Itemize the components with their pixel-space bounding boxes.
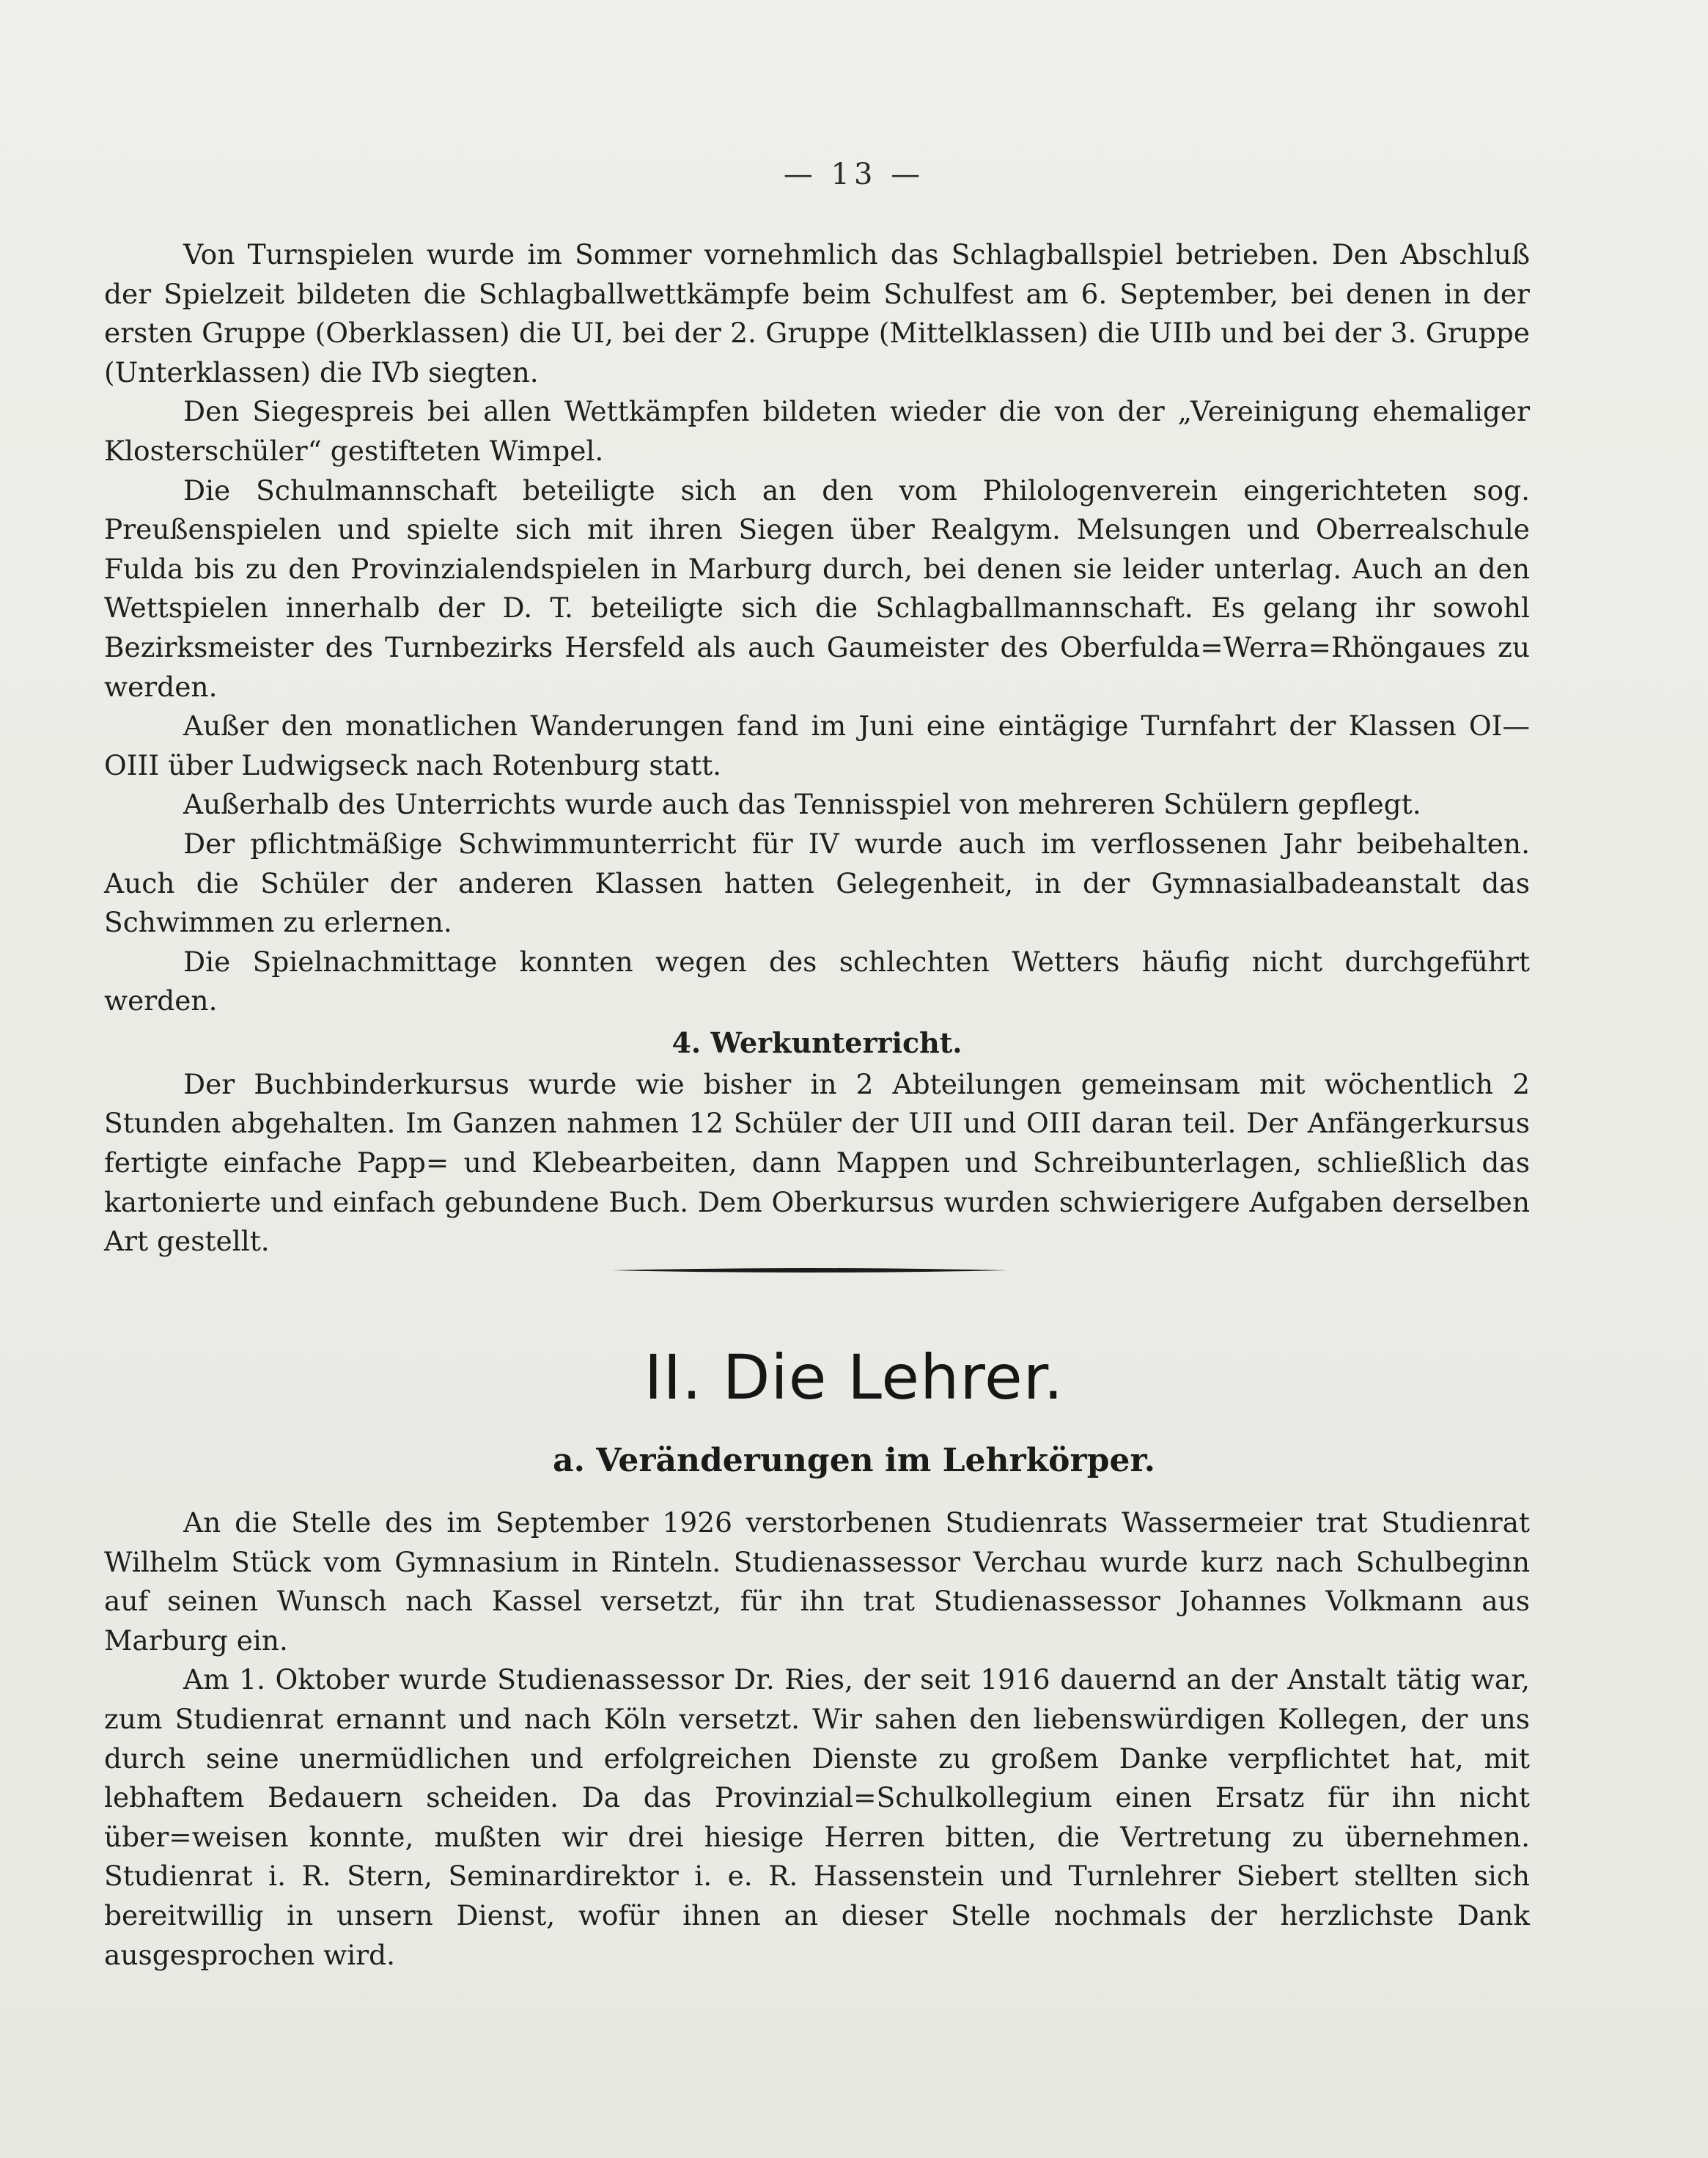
paragraph: Den Siegespreis bei allen Wettkämpfen bildeten wieder die von der „Vereinigung ehemaliger Klosterschüler“ gestifteten Wimpel. [104, 395, 1530, 467]
paragraph: Der pflichtmäßige Schwimmunterricht für IV wurde auch im verflossenen Jahr beibehalten. Auch die Schüler der anderen Klassen hatten Gelegenheit, in der Gymnasialbadeanstalt das Schwimmen zu erlernen. [104, 827, 1530, 939]
paragraph: Am 1. Oktober wurde Studienassessor Dr. Ries, der seit 1916 dauernd an der Anstalt tätig war, zum Studienrat ernannt und nach Köln versetzt. Wir sahen den liebenswürdigen Kollegen, der uns durch seine unermüdlichen und erfolgreichen Dienste zu großem Danke verpflichtet hat, mit lebhaftem Bedauern scheiden. Da das Provinzial=Schulkollegium einen Ersatz für ihn nicht über=weisen konnte, mußten wir drei hiesige Herren bitten, die Vertretung zu übernehmen. Studienrat i. R. Stern, Seminardirektor i. e. R. Hassenstein und Turnlehrer Siebert stellten sich bereitwillig in unsern Dienst, wofür ihnen an dieser Stelle nochmals der herzlichste Dank ausgesprochen wird. [104, 1663, 1530, 1971]
paragraph: Außer den monatlichen Wanderungen fand im Juni eine eintägige Turnfahrt der Klassen OI—OIII über Ludwigseck nach Rotenburg statt. [104, 710, 1530, 781]
paragraph: Die Schulmannschaft beteiligte sich an den vom Philologenverein eingerichteten sog. Preußenspielen und spielte sich mit ihren Siegen über Realgym. Melsungen und Oberrealschule Fulda bis zu den Provinzialendspielen in Marburg durch, bei denen sie leider unterlag. Auch an den Wettspielen innerhalb der D. T. beteiligte sich die Schlagballmannschaft. Es gelang ihr sowohl Bezirksmeister des Turnbezirks Hersfeld als auch Gaumeister des Oberfulda=Werra=Rhöngaues zu werden. [104, 474, 1530, 703]
lehrer-section [104, 1503, 1530, 1975]
paragraph: An die Stelle des im September 1926 verstorbenen Studienrats Wassermeier trat Studienrat Wilhelm Stück vom Gymnasium in Rinteln. Studienassessor Verchau wurde kurz nach Schulbeginn auf seinen Wunsch nach Kassel versetzt, für ihn trat Studienassessor Johannes Volkmann aus Marburg ein. [104, 1506, 1530, 1657]
sport-section [104, 235, 1530, 1262]
decorative-rule [612, 1265, 1008, 1275]
paragraph: Die Spielnachmittage konnten wegen des schlechten Wetters häufig nicht durchgeführt werden. [104, 945, 1530, 1017]
section-subtitle: a. Veränderungen im Lehrkörper. [553, 1442, 1155, 1479]
section-title: II. Die Lehrer. [644, 1341, 1064, 1413]
paragraph: Außerhalb des Unterrichts wurde auch das Tennisspiel von mehreren Schülern gepflegt. [183, 788, 1421, 821]
page-number: — 13 — [783, 158, 925, 191]
paragraph: Der Buchbinderkursus wurde wie bisher in 2 Abteilungen gemeinsam mit wöchentlich 2 Stunden abgehalten. Im Ganzen nahmen 12 Schüler der UII und OIII daran teil. Der Anfängerkursus fertigte einfache Papp= und Klebearbeiten, dann Mappen und Schreibunterlagen, schließlich das kartonierte und einfach gebundene Buch. Dem Oberkursus wurden schwierigere Aufgaben derselben Art gestellt. [104, 1067, 1530, 1258]
paragraph: Von Turnspielen wurde im Sommer vornehmlich das Schlagballspiel betrieben. Den Abschluß der Spielzeit bildeten die Schlagballwettkämpfe beim Schulfest am 6. September, bei denen in der ersten Gruppe (Oberklassen) die UI, bei der 2. Gruppe (Mittelklassen) die UIIb und bei der 3. Gruppe (Unterklassen) die IVb siegten. [104, 238, 1530, 388]
werkunterricht-heading: 4. Werkunterricht. [671, 1025, 962, 1059]
